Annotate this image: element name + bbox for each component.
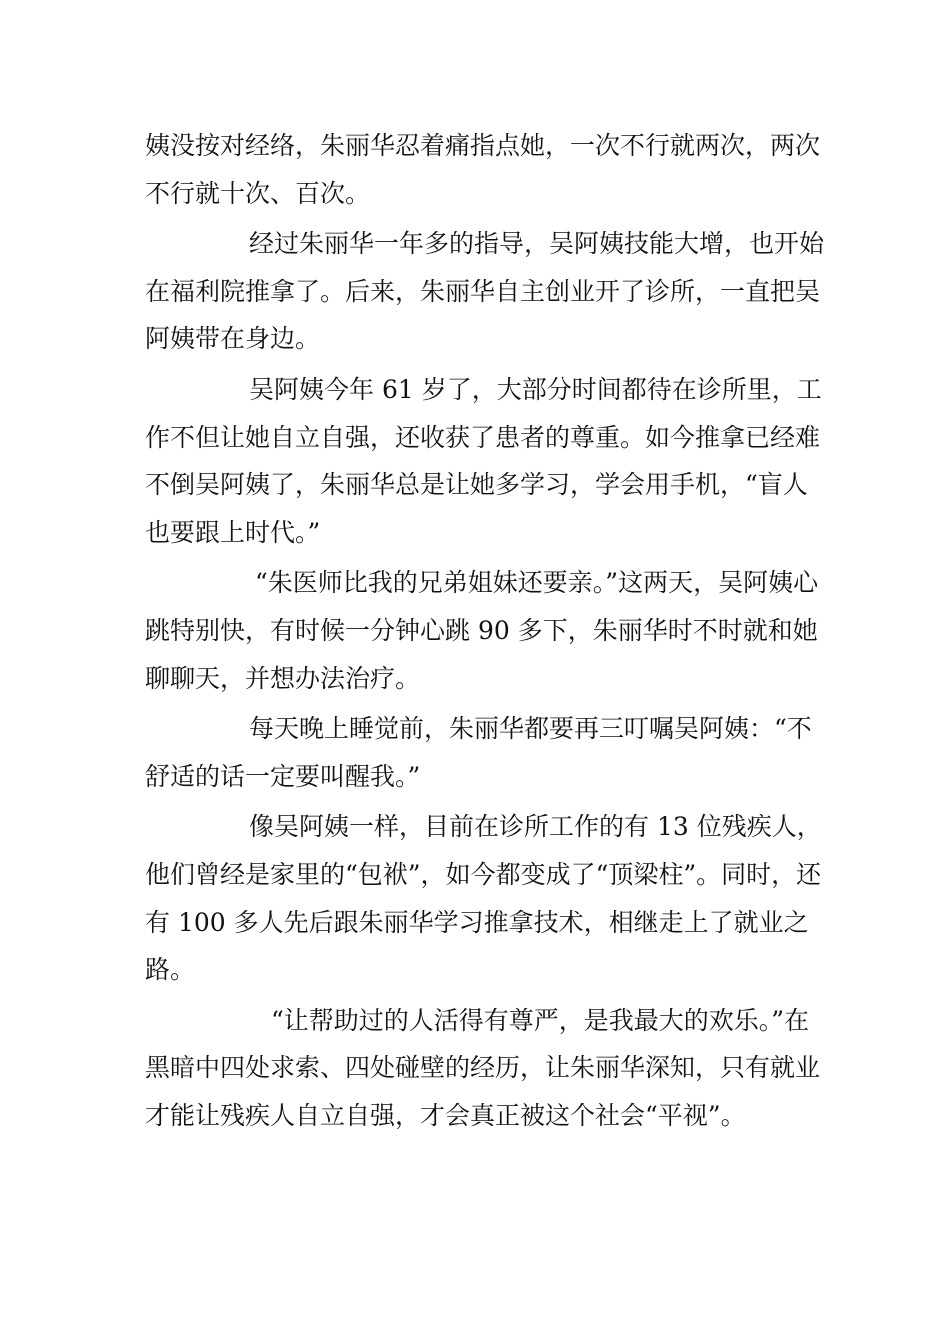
paragraph: 吴阿姨今年 61 岁了，大部分时间都待在诊所里，工作不但让她自立自强，还收获了患者的尊重。如今推拿已经难不倒吴阿姨了，朱丽华总是让她多学习，学会用手机，“盲人也要跟上时代。”: [145, 374, 822, 547]
paragraph: 经过朱丽华一年多的指导，吴阿姨技能大增，也开始在福利院推拿了。后来，朱丽华自主创业开了诊所，一直把吴阿姨带在身边。: [145, 229, 825, 354]
paragraph: 像吴阿姨一样，目前在诊所工作的有 13 位残疾人，他们曾经是家里的“包袱”，如今都变成了“顶梁柱”。同时，还有 100 多人先后跟朱丽华学习推拿技术，相继走上了就业之路。: [145, 812, 822, 985]
paragraph: 每天晚上睡觉前，朱丽华都要再三叮嘱吴阿姨：“不舒适的话一定要叫醒我。”: [145, 714, 812, 791]
paragraph: 姨没按对经络，朱丽华忍着痛指点她，一次不行就两次，两次不行就十次、百次。: [145, 131, 821, 208]
paragraph: “让帮助过的人活得有尊严，是我最大的欢乐。”在黑暗中四处求索、四处碰壁的经历，让朱丽华深知，只有就业才能让残疾人自立自强，才会真正被这个社会“平视”。: [145, 1005, 821, 1130]
document-body: [145, 122, 825, 1139]
paragraph: “朱医师比我的兄弟姐妹还要亲。”这两天，吴阿姨心跳特别快，有时候一分钟心跳 90 多下，朱丽华时不时就和她聊聊天，并想办法治疗。: [145, 568, 819, 693]
